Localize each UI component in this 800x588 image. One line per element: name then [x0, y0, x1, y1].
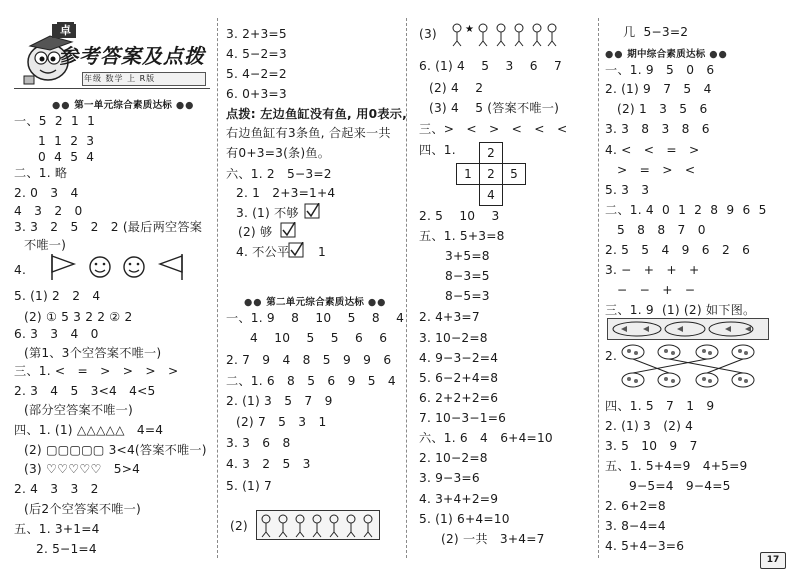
answer-line: 6. 2+2+2=6 [419, 391, 499, 405]
answer-line: 5. (1) 7 [226, 479, 272, 493]
answer-line: 几 5−3=2 [623, 25, 689, 39]
answer-line: 4 10 5 5 6 6 [250, 331, 388, 345]
grid-cell: 5 [502, 163, 526, 185]
answer-line: 3. 2+3=5 [226, 27, 287, 41]
answer-line: 2. 7 9 4 8 5 9 9 6 [226, 353, 392, 367]
answer-line: (3) ♡♡♡♡♡ 5>4 [24, 462, 141, 476]
answer-line: 2. (1) 3 5 7 9 [226, 394, 333, 408]
answer-line: (2) ▢▢▢▢▢ 3<4(答案不唯一) [24, 443, 207, 457]
answer-line: 9−5=4 9−4=5 [629, 479, 731, 493]
answer-line: 五、1. 5+3=8 [419, 229, 505, 243]
answer-line: 4. 5−2=3 [226, 47, 287, 61]
answer-line: (2) 够 [238, 225, 273, 239]
grade-subtitle: 年级 数学 上 R版 [84, 74, 156, 83]
answer-line: 2. 4 3 3 2 [14, 482, 99, 496]
answer-line: 4. 5+4−3=6 [605, 539, 685, 553]
answer-line: 2. 0 3 4 [14, 186, 79, 200]
answer-line: 3. − + + + [605, 263, 700, 277]
answer-line: (2) 7 5 3 1 [236, 415, 327, 429]
answer-line: 五、1. 3+1=4 [14, 522, 100, 536]
answer-line: 二、1. 6 8 5 6 9 5 4 [226, 374, 396, 388]
children-row-illustration [449, 20, 557, 48]
answer-line: 3. 3 2 5 2 2 (最后两空答案 [14, 220, 203, 234]
answer-line: (2) 一共 3+4=7 [441, 532, 545, 546]
answer-line: 2. 1 2+3=1+4 [236, 186, 336, 200]
answer-line: 5. 3 3 [605, 183, 650, 197]
answer-line: 四、1. [419, 143, 456, 157]
answer-line: (2) 4 2 [429, 81, 484, 95]
answer-line: 5. 6−2+4=8 [419, 371, 499, 385]
section-title-unit1: ●● 第一单元综合素质达标 ●● [52, 100, 195, 111]
answer-line: 四、1. 5 7 1 9 [605, 399, 715, 413]
children-row-illustration [256, 510, 380, 540]
answer-line: 3. 9−3=6 [419, 471, 480, 485]
answer-line: 5. (1) 2 2 4 [14, 289, 101, 303]
answer-line: 6. 0+3=3 [226, 87, 287, 101]
column-2 [218, 0, 406, 588]
flag-smiley-figures [48, 252, 188, 282]
answer-line: 6. 3 3 4 0 [14, 327, 99, 341]
grid-cell: 2 [479, 163, 503, 185]
answer-line: (3) [419, 27, 437, 41]
answer-line: 4. 3 2 5 3 [226, 457, 311, 471]
answer-line: 8−3=5 [445, 269, 490, 283]
answer-line: 六、1. 6 4 6+4=10 [419, 431, 553, 445]
number-grid [456, 142, 526, 204]
answer-line: 3. 10−2=8 [419, 331, 488, 345]
answer-line: 2. 5−1=4 [36, 542, 97, 556]
answer-line: 2. 6+2=8 [605, 499, 666, 513]
answer-line: 3. 3 8 3 8 6 [605, 122, 710, 136]
answer-line: (部分空答案不唯一) [24, 403, 134, 417]
answer-line: 8−5=3 [445, 289, 490, 303]
answer-line: 3. 3 6 8 [226, 436, 291, 450]
answer-line: 1 [318, 245, 326, 259]
column-4 [599, 0, 800, 588]
answer-line: 4. 3+4+2=9 [419, 492, 499, 506]
answer-line: 3+5=8 [445, 249, 490, 263]
answer-line: 0 4 5 4 [38, 150, 95, 164]
answer-line: 4 3 2 0 [14, 204, 83, 218]
answer-line: 4. 9−3−2=4 [419, 351, 499, 365]
answer-line: 3. 8−4=4 [605, 519, 666, 533]
answer-line: 四、1. (1) △△△△△ 4=4 [14, 423, 164, 437]
brand-title: 参考答案及点拨 [58, 44, 205, 68]
answer-line: (2) [230, 519, 248, 533]
answer-line: 三、> < > < < < [419, 122, 568, 136]
answer-line: (3) 4 5 (答案不唯一) [429, 101, 560, 115]
answer-line: 一、1. 9 8 10 5 8 4 [226, 311, 405, 325]
answer-line: 6. (1) 4 5 3 6 7 [419, 59, 562, 73]
logo-text: 卓 [57, 22, 74, 38]
answer-line: 五、1. 5+4=9 4+5=9 [605, 459, 748, 473]
checkbox-icon [304, 203, 320, 219]
answer-line: (后2个空答案不唯一) [24, 502, 141, 516]
answer-line: 5. (1) 6+4=10 [419, 512, 510, 526]
answer-line: 7. 10−3−1=6 [419, 411, 507, 425]
grid-cell: 2 [479, 142, 503, 164]
answer-line: 2. 5 5 4 9 6 2 6 [605, 243, 751, 257]
svg-text:★: ★ [465, 24, 474, 35]
answer-line: 2. (1) 9 7 5 4 [605, 82, 712, 96]
answer-line: 4. 不公平 [236, 245, 290, 259]
checkbox-icon [280, 222, 296, 238]
grid-cell: 4 [479, 184, 503, 206]
answer-line: 三、1. 9 (1) (2) 如下图。 [605, 303, 756, 317]
answer-line: 3. (1) 不够 [236, 206, 299, 220]
column-1 [0, 0, 217, 588]
answer-line: 2. 3 4 5 3<4 4<5 [14, 384, 156, 398]
answer-line: 1 1 2 3 [38, 134, 95, 148]
answer-line: − − + − [617, 283, 696, 297]
matching-diagram [619, 342, 759, 390]
answer-line: 二、1. 略 [14, 166, 68, 180]
grid-cell: 1 [456, 163, 480, 185]
answer-line: (第1、3个空答案不唯一) [24, 346, 162, 360]
answer-line: 2. (1) 3 (2) 4 [605, 419, 694, 433]
fish-pond-illustration [607, 318, 769, 340]
answer-line: 3. 5 10 9 7 [605, 439, 698, 453]
checkbox-icon [288, 242, 304, 258]
answer-line: 2. 4+3=7 [419, 310, 480, 324]
answer-line: 2. 5 10 3 [419, 209, 500, 223]
answer-line: 点拨: 左边鱼缸没有鱼, 用0表示, [226, 107, 407, 121]
answer-line: 二、1. 4 0 1 2 8 9 6 5 [605, 203, 767, 217]
answer-line: 2. 10−2=8 [419, 451, 488, 465]
answer-line: 六、1. 2 5−3=2 [226, 167, 332, 181]
answer-line: 2. [605, 349, 618, 363]
answer-line: 一、1. 9 5 0 6 [605, 63, 715, 77]
answer-line: 右边鱼缸有3条鱼, 合起来一共 [226, 126, 391, 140]
page-number: 17 [760, 552, 786, 569]
answer-line: 一、5 2 1 1 [14, 114, 96, 128]
column-3 [407, 0, 598, 588]
answer-line: > = > < [617, 163, 696, 177]
answer-line: 5 8 8 7 0 [617, 223, 706, 237]
answer-line: 4. [14, 263, 27, 277]
answer-line: 5. 4−2=2 [226, 67, 287, 81]
answer-line: 有0+3=3(条)鱼。 [226, 146, 331, 160]
answer-line: 不唯一) [24, 238, 67, 252]
answer-line: (2) 1 3 5 6 [617, 102, 708, 116]
section-title-unit2: ●● 第二单元综合素质达标 ●● [244, 297, 387, 308]
answer-line: (2) ① 5 3 2 2 ② 2 [24, 310, 133, 324]
answer-line: 三、1. < = > > > > [14, 364, 179, 378]
answer-line: 4. < < = > [605, 143, 700, 157]
section-title-midterm: ●● 期中综合素质达标 ●● [605, 49, 728, 60]
